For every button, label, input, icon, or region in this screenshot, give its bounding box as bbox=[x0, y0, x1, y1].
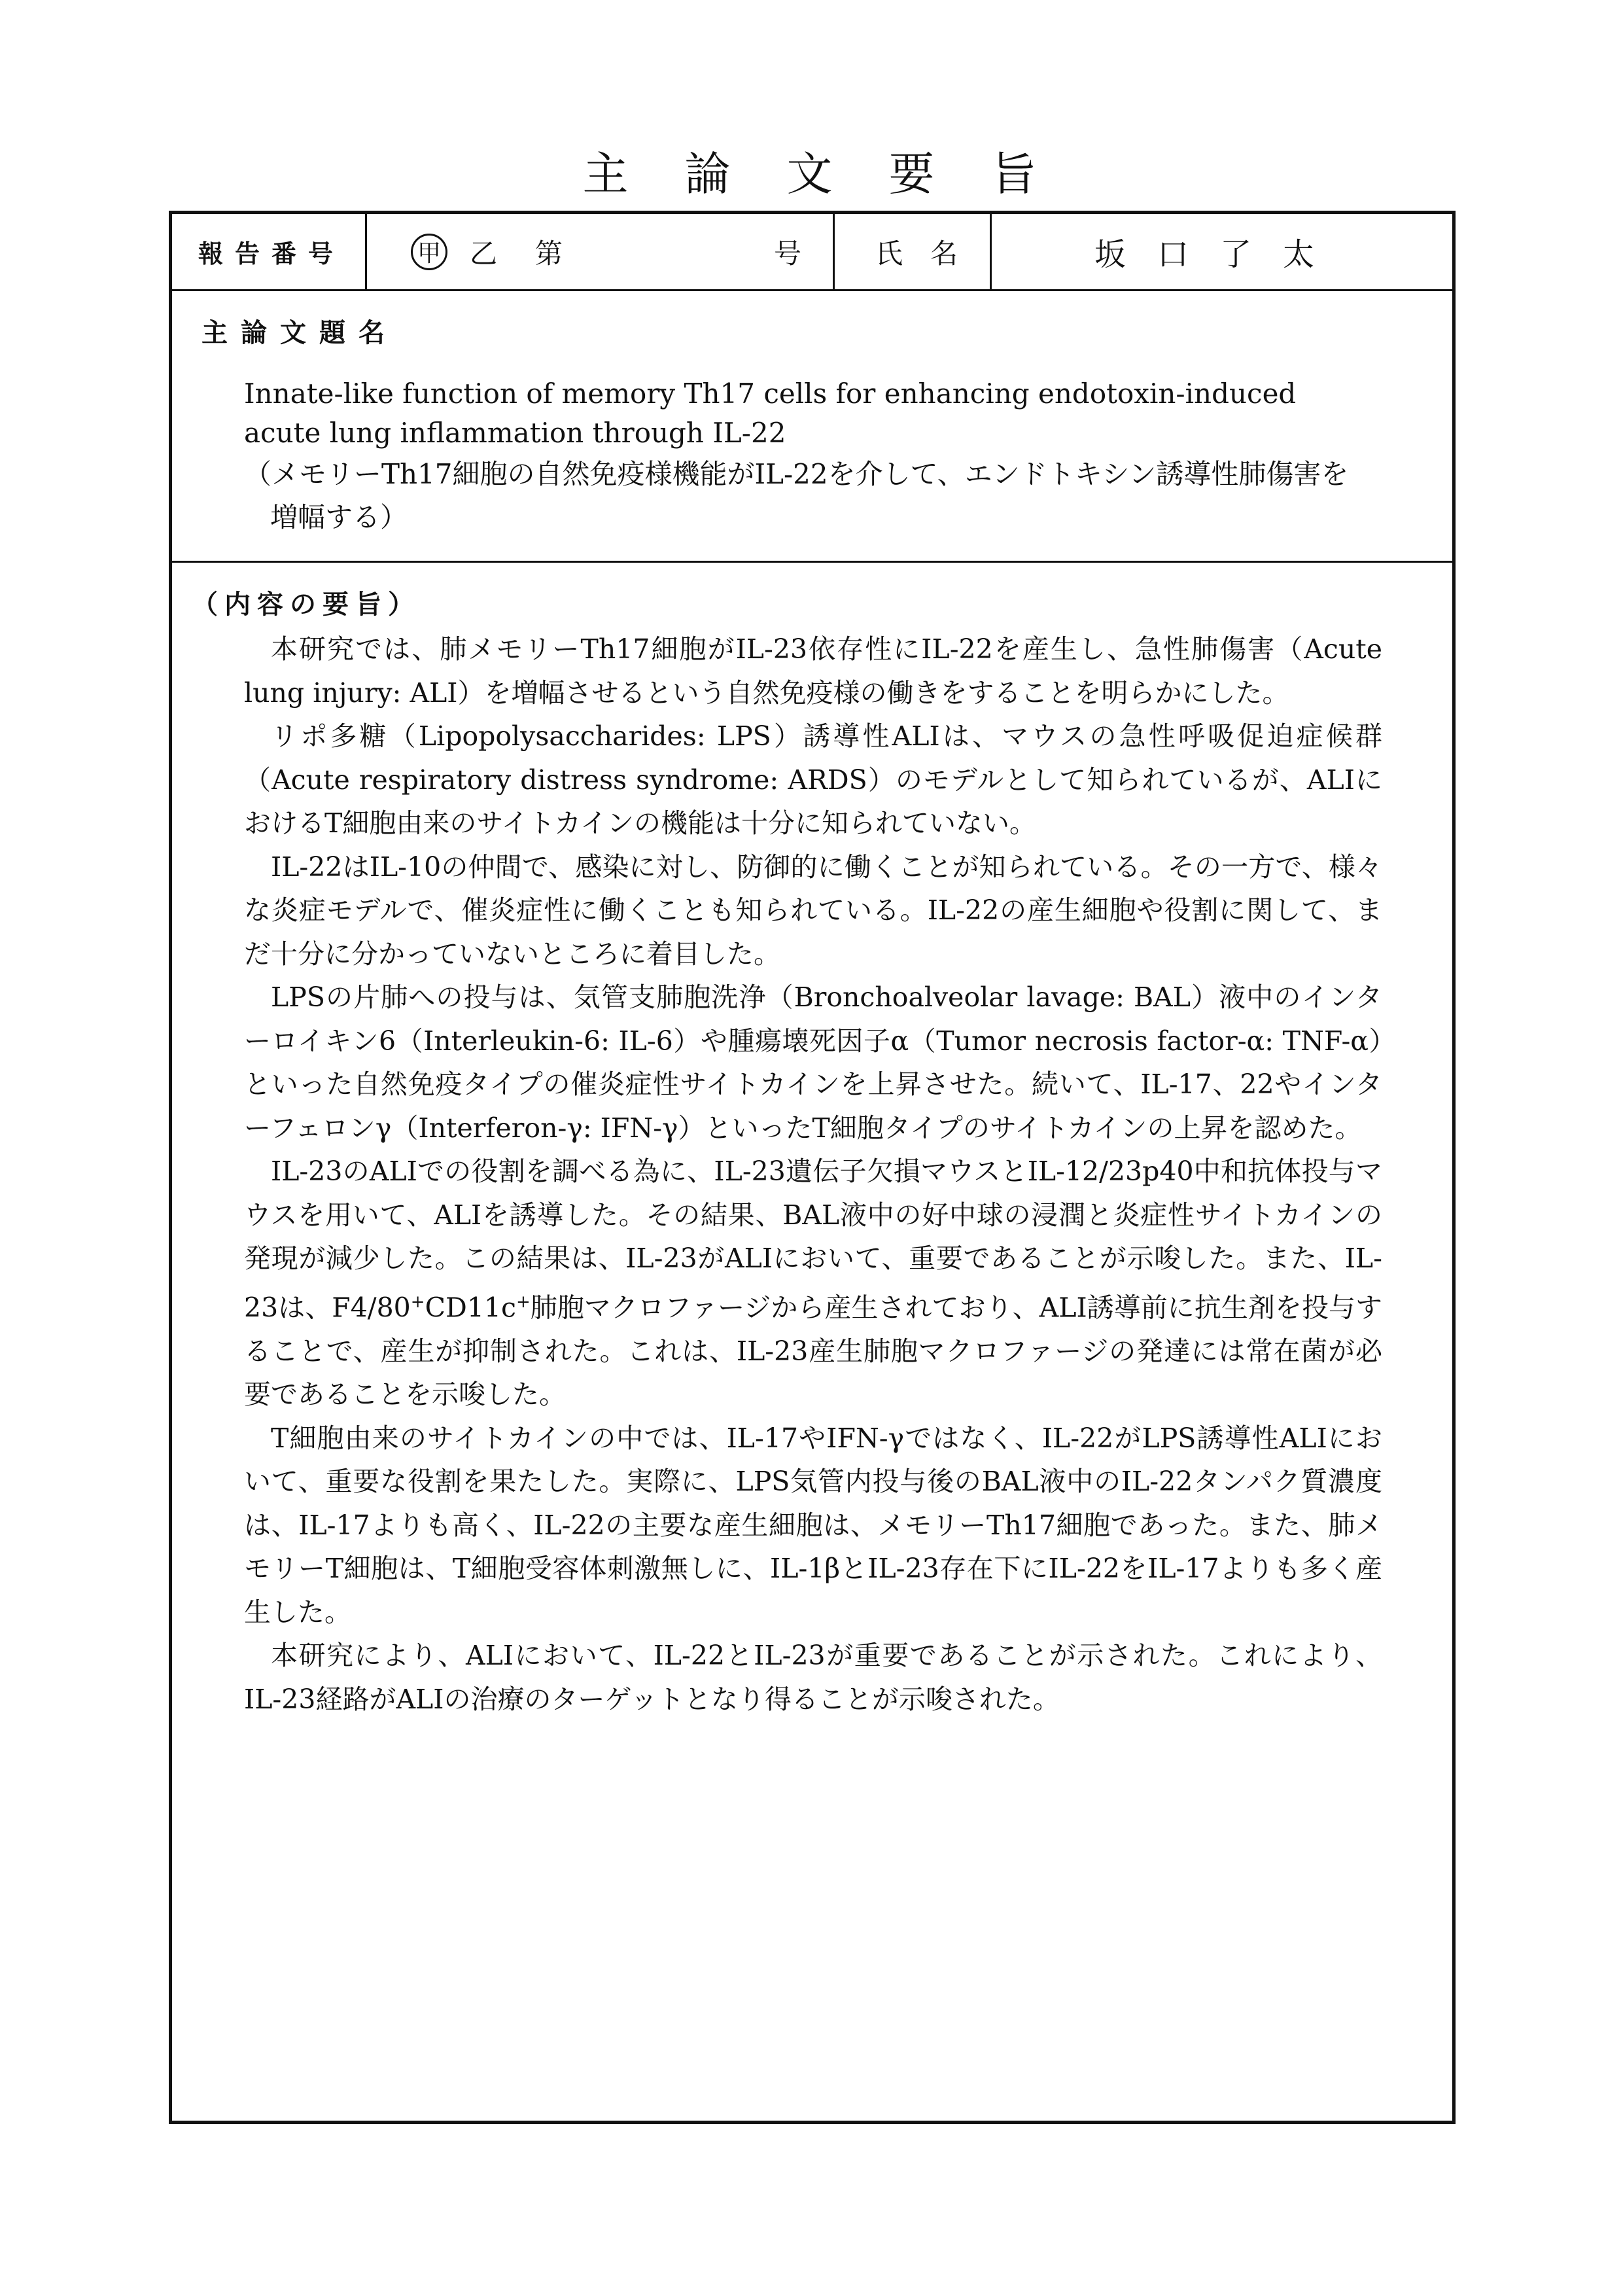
otsu-dai: 乙 第 bbox=[470, 237, 568, 270]
paragraph: 本研究により、ALIにおいて、IL-22とIL-23が重要であることが示された。これにより、IL-23経路がALIの治療のターゲットとなり得ることが示唆された。 bbox=[244, 1640, 1382, 1715]
summary-form bbox=[169, 211, 1456, 2124]
name-label: 氏 名 bbox=[875, 237, 958, 270]
paragraph: 本研究では、肺メモリーTh17細胞がIL-23依存性にIL-22を産生し、急性肺傷害（Acute lung injury: ALI）を増幅させるという自然免疫様の働きをすることを明らかにした。 bbox=[244, 633, 1382, 709]
paragraph: IL-23のALIでの役割を調べる為に、IL-23遺伝子欠損マウスとIL-12/23p40中和抗体投与マウスを用いて、ALIを誘導した。その結果、BAL液中の好中球の浸潤と炎症性サイトカインの発現が減少した。この結果は、IL-23がALIにおいて、重要であることが示唆した。また、IL-23は、F4/80+CD11c+肺胞マクロファージから産生されており、ALI誘導前に抗生剤を投与することで、産生が抑制された。これは、IL-23産生肺胞マクロファージの発達には常在菌が必要であることを示唆した。 bbox=[244, 1156, 1382, 1411]
thesis-title-en: Innate-like function of memory Th17 cells for enhancing endotoxin-induced acute lung inflammation through IL-22 bbox=[244, 378, 1297, 449]
thesis-title-label: 主論文題名 bbox=[201, 318, 398, 348]
paragraph: LPSの片肺への投与は、気管支肺胞洗浄（Bronchoalveolar lavage: BAL）液中のインターロイキン6（Interleukin-6: IL-6）や腫瘍壊死因子α（Tumor necrosis factor-α: TNF-α）といった自然免疫タイプの催炎症性サイトカインを上昇させた。続いて、IL-17、22やインターフェロンγ（Interferon-γ: IFN-γ）といったT細胞タイプのサイトカインの上昇を認めた。 bbox=[244, 981, 1382, 1144]
paragraph: T細胞由来のサイトカインの中では、IL-17やIFN-γではなく、IL-22がLPS誘導性ALIにおいて、重要な役割を果たした。実際に、LPS気管内投与後のBAL液中のIL-22タンパク質濃度は、IL-17よりも高く、IL-22の主要な産生細胞は、メモリーTh17細胞であった。また、肺メモリーT細胞は、T細胞受容体刺激無しに、IL-1βとIL-23存在下にIL-22をIL-17よりも多く産生した。 bbox=[244, 1422, 1382, 1628]
title-char: 主 bbox=[582, 147, 633, 201]
paragraph: IL-22はIL-10の仲間で、感染に対し、防御的に働くことが知られている。その一方で、様々な炎症モデルで、催炎症性に働くことも知られている。IL-22の産生細胞や役割に関して、まだ十分に分かっていないところに着目した。 bbox=[244, 851, 1382, 970]
gou-label: 号 bbox=[774, 237, 802, 270]
report-number-label: 報告番号 bbox=[198, 239, 345, 268]
paragraph: リポ多糖（Lipopolysaccharides: LPS）誘導性ALIは、マウスの急性呼吸促迫症候群（Acute respiratory distress syndrome: ARDS）のモデルとして知られているが、ALIにおけるT細胞由来のサイトカインの機能は十分に知られていない。 bbox=[244, 720, 1382, 839]
divider bbox=[172, 561, 1452, 563]
kou-circled: 甲 bbox=[411, 214, 460, 289]
title-char: 文 bbox=[786, 147, 837, 201]
abstract-body bbox=[244, 627, 1382, 1721]
title-char: 論 bbox=[684, 147, 735, 201]
header-row bbox=[172, 214, 1452, 291]
title-char: 要 bbox=[888, 147, 939, 201]
content-heading: （内容の要旨） bbox=[192, 590, 421, 620]
thesis-title-jp: （メモリーTh17細胞の自然免疫様機能がIL-22を介して、エンドトキシン誘導性肺傷害を 増幅する） bbox=[244, 458, 1349, 533]
title-char: 旨 bbox=[990, 147, 1041, 201]
author-name: 坂 口 了 太 bbox=[1094, 236, 1315, 273]
page-title bbox=[0, 137, 1623, 203]
